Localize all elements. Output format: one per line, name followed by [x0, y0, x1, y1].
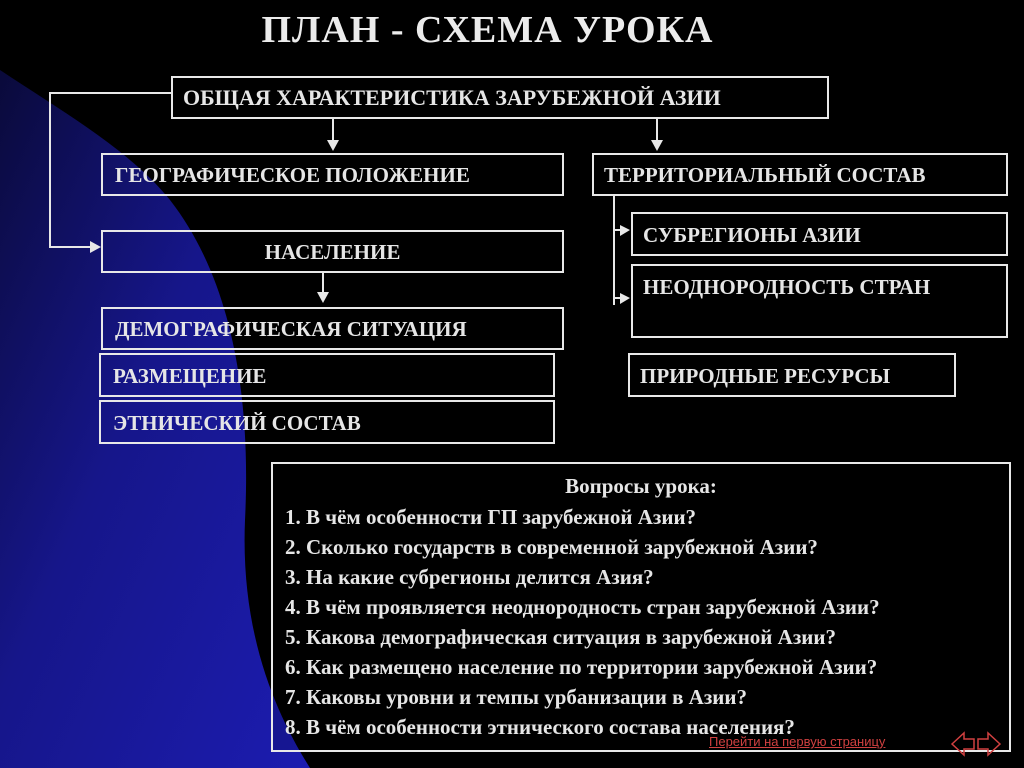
- questions-list: [273, 502, 1009, 742]
- question-item: 8. В чём особенности этнического состава населения?: [285, 715, 795, 739]
- box-ethnic-composition-label: ЭТНИЧЕСКИЙ СОСТАВ: [113, 411, 361, 435]
- question-item: 1. В чём особенности ГП зарубежной Азии?: [285, 505, 697, 529]
- arrow-down-icon: [651, 140, 663, 151]
- question-item: 5. Какова демографическая ситуация в зарубежной Азии?: [285, 625, 836, 649]
- question-item: 4. В чём проявляется неоднородность стран зарубежной Азии?: [285, 595, 880, 619]
- arrow-right-icon: [90, 241, 101, 253]
- box-demographic-situation: [101, 307, 564, 350]
- box-territorial-composition-label: ТЕРРИТОРИАЛЬНЫЙ СОСТАВ: [604, 163, 926, 187]
- box-heterogeneity: [631, 264, 1008, 338]
- box-subregions-label: СУБРЕГИОНЫ АЗИИ: [643, 223, 861, 247]
- box-ethnic-composition: [99, 400, 555, 444]
- lesson-questions-box: [271, 462, 1011, 752]
- slide-title: ПЛАН - СХЕМА УРОКА: [261, 9, 714, 51]
- question-item: 2. Сколько государств в современной зарубежной Азии?: [285, 535, 818, 559]
- box-general-label: ОБЩАЯ ХАРАКТЕРИСТИКА ЗАРУБЕЖНОЙ АЗИИ: [183, 85, 721, 110]
- box-geographic-position: [101, 153, 564, 196]
- box-placement: [99, 353, 555, 397]
- box-geographic-position-label: ГЕОГРАФИЧЕСКОЕ ПОЛОЖЕНИЕ: [115, 163, 470, 187]
- questions-heading: Вопросы урока:: [565, 474, 717, 498]
- box-natural-resources-label: ПРИРОДНЫЕ РЕСУРСЫ: [640, 364, 891, 388]
- box-heterogeneity-label: НЕОДНОРОДНОСТЬ СТРАН: [643, 275, 931, 299]
- box-subregions: [631, 212, 1008, 256]
- box-general-characteristic: [171, 76, 829, 119]
- arrow-right-icon: [620, 225, 630, 236]
- box-placement-label: РАЗМЕЩЕНИЕ: [113, 364, 267, 388]
- question-item: 6. Как размещено население по территории зарубежной Азии?: [285, 655, 878, 679]
- box-territorial-composition: [592, 153, 1008, 196]
- question-item: 7. Каковы уровни и темпы урбанизации в Азии?: [285, 685, 747, 709]
- box-natural-resources: [628, 353, 956, 397]
- arrow-down-icon: [327, 140, 339, 151]
- arrow-right-icon: [620, 293, 630, 304]
- back-forward-arrows-icon[interactable]: [950, 730, 1002, 758]
- go-to-first-page-link[interactable]: Перейти на первую страницу: [709, 734, 886, 749]
- box-demographic-situation-label: ДЕМОГРАФИЧЕСКАЯ СИТУАЦИЯ: [115, 317, 467, 341]
- question-item: 3. На какие субрегионы делится Азия?: [285, 565, 654, 589]
- box-population-label: НАСЕЛЕНИЕ: [264, 240, 401, 264]
- arrow-down-icon: [317, 292, 329, 303]
- box-population: [101, 230, 564, 273]
